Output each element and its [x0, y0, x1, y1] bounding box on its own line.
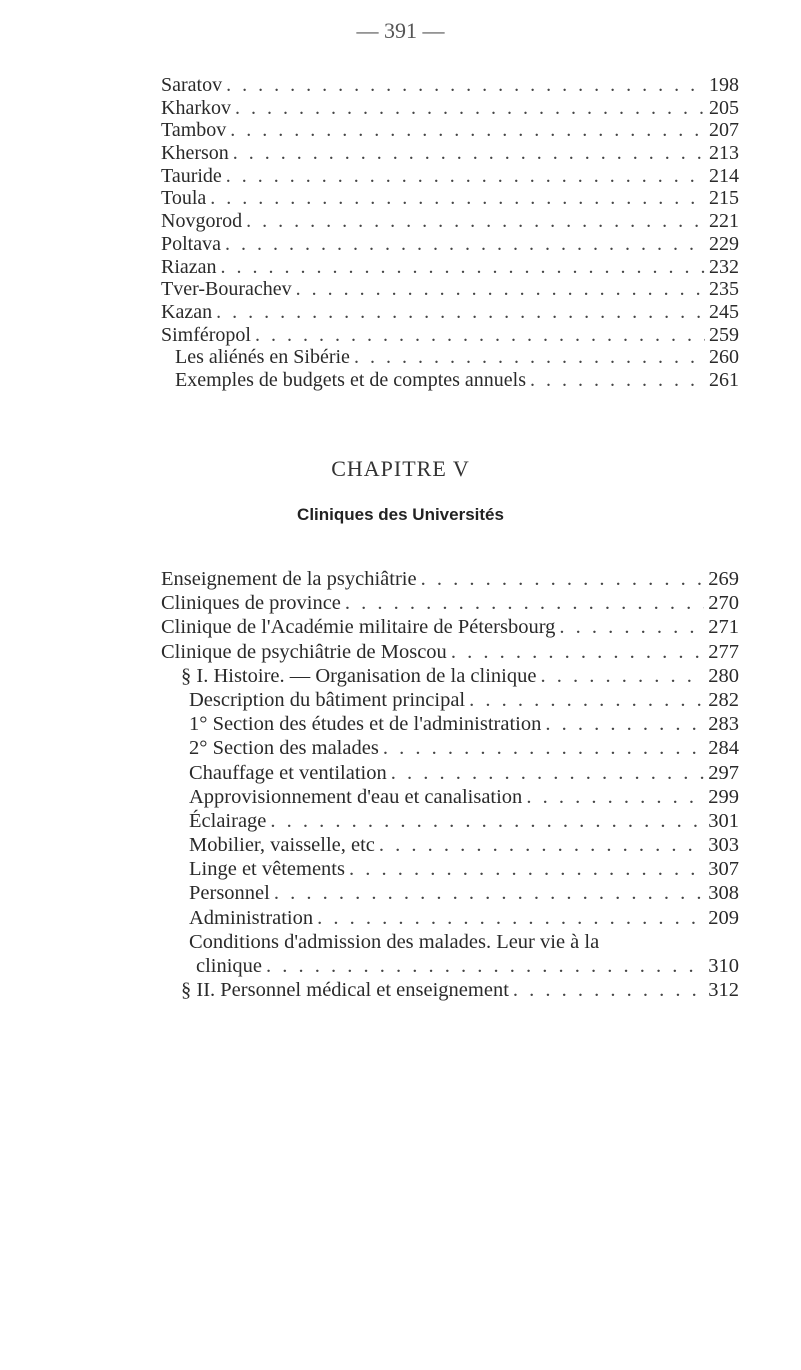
page-number: — 391 —: [356, 18, 445, 43]
dot-leader: [216, 301, 705, 324]
toc-entry-label: Cliniques de province: [161, 592, 341, 615]
toc-entry-page: 229: [709, 232, 739, 255]
toc-entry-page: 307: [708, 858, 739, 881]
dot-leader: [469, 688, 704, 712]
dot-leader: [345, 591, 704, 615]
toc-entry-page: 198: [709, 74, 739, 96]
toc-entry-label: § I. Histoire. — Organisation de la clinique: [181, 664, 537, 687]
dot-leader: [383, 736, 704, 760]
toc-entry: [0, 256, 801, 279]
dot-leader: [530, 369, 705, 392]
toc-entry: [0, 142, 801, 165]
toc-entry-label: Mobilier, vaisselle, etc: [189, 834, 375, 857]
toc-entry: [0, 278, 801, 301]
toc-entry-label: Description du bâtiment principal: [189, 688, 466, 711]
toc-entry-page: 245: [709, 300, 739, 323]
toc-entry: [0, 233, 801, 256]
toc-entry-page: 235: [709, 278, 739, 301]
dot-leader: [421, 567, 705, 591]
toc-entry: [0, 688, 801, 712]
dot-leader: [379, 833, 704, 857]
toc-entry-page: 299: [708, 785, 739, 808]
dot-leader: [451, 640, 704, 664]
dot-leader: [235, 97, 705, 120]
dot-leader: [513, 978, 704, 1002]
toc-entry-label: Poltava: [161, 232, 221, 255]
dot-leader: [210, 187, 705, 210]
toc-entry-label: Conditions d'admission des malades. Leur vie à la: [189, 930, 600, 953]
toc-entry-label: § II. Personnel médical et enseignement: [181, 979, 509, 1002]
toc-entry: [0, 74, 801, 97]
toc-entry-page: 261: [709, 368, 739, 391]
toc-entry-page: 301: [708, 809, 739, 832]
toc-entry-page: 269: [708, 568, 739, 590]
toc-entry-page: 213: [709, 142, 739, 165]
dot-leader: [270, 809, 704, 833]
toc-entry: [0, 978, 801, 1002]
toc-entry-page: 271: [708, 616, 739, 639]
toc-entry-page: 297: [708, 761, 739, 784]
toc-entry: [0, 165, 801, 188]
toc-entry-label: Enseignement de la psychiâtrie: [161, 568, 417, 590]
toc-entry: [0, 369, 801, 392]
toc-entry: [0, 761, 801, 785]
dot-leader: [246, 210, 705, 233]
toc-entry: [0, 906, 801, 930]
toc-entry-label: Clinique de psychiâtrie de Moscou: [161, 640, 447, 663]
toc-entry: [0, 119, 801, 142]
toc-entry-page: 303: [708, 834, 739, 857]
toc-entry: [0, 210, 801, 233]
toc-entry-label: Les aliénés en Sibérie: [175, 346, 350, 369]
toc-entry-label: Kharkov: [161, 96, 231, 119]
toc-entry: [0, 930, 801, 954]
toc-entry-label: Linge et vêtements: [189, 858, 345, 881]
toc-entry-page: 312: [708, 979, 739, 1002]
toc-entry: [0, 640, 801, 664]
toc-entry-page: 270: [708, 592, 739, 615]
toc-entry-label: Simféropol: [161, 323, 251, 346]
dot-leader: [526, 785, 704, 809]
dot-leader: [226, 74, 705, 97]
toc-entry: [0, 881, 801, 905]
toc-entry: [0, 324, 801, 347]
toc-entry-page: 232: [709, 255, 739, 278]
toc-entry: [0, 785, 801, 809]
toc-entry-label: Éclairage: [189, 809, 267, 832]
dot-leader: [317, 906, 704, 930]
toc-entry: [0, 615, 801, 639]
table-of-contents-bottom: [0, 567, 801, 1002]
toc-entry-page: 259: [709, 323, 739, 346]
dot-leader: [296, 278, 705, 301]
toc-entry-page: 277: [708, 640, 739, 663]
chapter-title: CHAPITRE V: [331, 456, 470, 481]
toc-entry: [0, 809, 801, 833]
toc-entry-label: Exemples de budgets et de comptes annuels: [175, 368, 527, 391]
toc-entry-label: Novgorod: [161, 210, 243, 233]
dot-leader: [233, 142, 705, 165]
dot-leader: [349, 857, 704, 881]
toc-entry-label: Saratov: [161, 74, 223, 96]
toc-entry-page: 284: [708, 737, 739, 760]
toc-entry-label: clinique: [196, 955, 263, 977]
toc-entry: [0, 857, 801, 881]
toc-entry-label: Administration: [189, 906, 314, 929]
toc-entry: [0, 664, 801, 688]
dot-leader: [255, 324, 705, 347]
toc-entry-label: Approvisionnement d'eau et canalisation: [189, 785, 523, 808]
toc-entry-page: 310: [708, 955, 739, 977]
toc-entry-label: Toula: [161, 187, 207, 210]
toc-entry-label: Tambov: [161, 119, 227, 142]
dot-leader: [391, 761, 705, 785]
dot-leader: [221, 256, 705, 279]
toc-entry: [0, 712, 801, 736]
dot-leader: [559, 615, 704, 639]
toc-entry: [0, 591, 801, 615]
toc-entry-label: Riazan: [161, 255, 217, 278]
toc-entry-page: 280: [708, 664, 739, 687]
toc-entry-label: Tver-Bourachev: [161, 278, 292, 301]
toc-entry-label: 2° Section des malades: [189, 737, 379, 760]
toc-entry-page: 209: [708, 906, 739, 929]
toc-entry-page: 205: [709, 96, 739, 119]
toc-entry: [0, 567, 801, 591]
toc-entry-page: 308: [708, 882, 739, 905]
dot-leader: [545, 712, 704, 736]
toc-entry-label: Chauffage et ventilation: [189, 761, 387, 784]
chapter-subtitle: Cliniques des Universités: [297, 505, 504, 524]
toc-entry: [0, 97, 801, 120]
dot-leader: [266, 954, 704, 978]
toc-entry-label: Personnel: [189, 882, 270, 905]
toc-entry-page: 260: [709, 346, 739, 369]
dot-leader: [230, 119, 705, 142]
toc-entry-page: 283: [708, 713, 739, 736]
toc-entry-page: 214: [709, 164, 739, 187]
dot-leader: [354, 346, 705, 369]
toc-entry-page: 282: [708, 688, 739, 711]
dot-leader: [540, 664, 704, 688]
toc-entry: [0, 954, 801, 978]
dot-leader: [226, 165, 705, 188]
toc-entry-label: 1° Section des études et de l'administration: [189, 713, 542, 736]
toc-entry: [0, 187, 801, 210]
toc-entry-label: Clinique de l'Académie militaire de Pétersbourg: [161, 616, 556, 639]
dot-leader: [274, 881, 704, 905]
toc-entry-label: Kazan: [161, 300, 213, 323]
toc-entry-page: 207: [709, 119, 739, 142]
toc-entry: [0, 833, 801, 857]
toc-entry-page: 221: [709, 210, 739, 233]
toc-entry: [0, 736, 801, 760]
toc-entry-page: 215: [709, 187, 739, 210]
table-of-contents-top: [0, 74, 801, 392]
toc-entry-label: Tauride: [161, 164, 222, 187]
toc-entry-label: Kherson: [161, 142, 229, 165]
toc-entry: [0, 301, 801, 324]
toc-entry: [0, 346, 801, 369]
dot-leader: [225, 233, 705, 256]
